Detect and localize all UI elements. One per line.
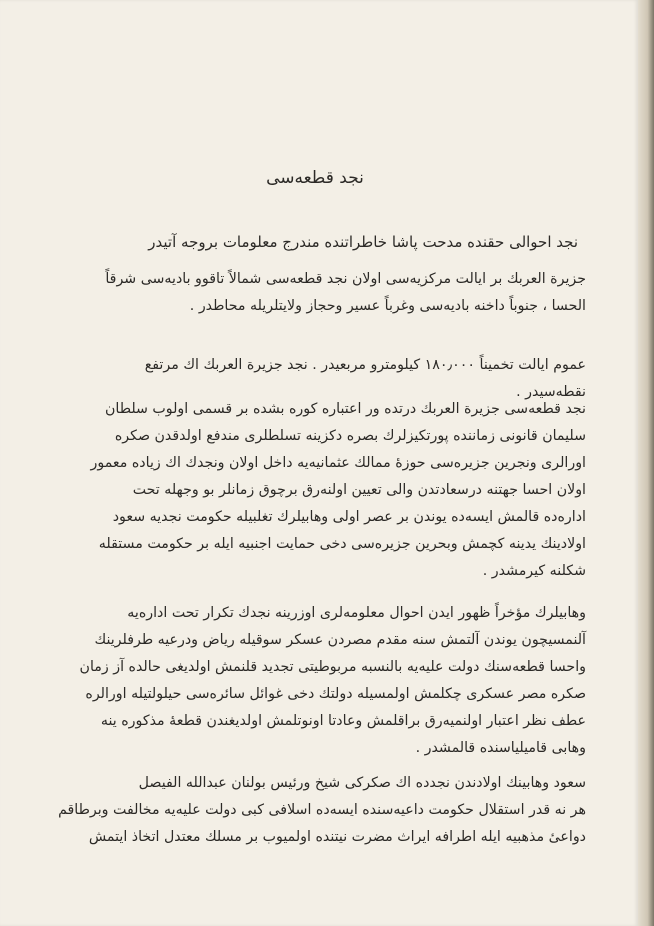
document-subtitle: نجد احوالی حقنده مدحت پاشا خاطراتنده مندرج معلومات بروجه آتیدر: [148, 233, 578, 251]
text-line: جزیرة العربك بر ایالت مرکزیه‌سی اولان نجد قطعه‌سی شمالاً تاقوو بادیه‌سی شرقاً: [105, 271, 586, 287]
text-line: آلنمسیچون یوندن آلتمش سنه مقدم مصردن عسکر سوقیله ریاض ودرعیه طرفلرینك: [94, 632, 586, 648]
text-line: وهابیلرك مؤخراً ظهور ایدن احوال معلومه‌لری اوزرینه نجدك تکرار تحت اداره‌یه: [127, 605, 586, 621]
text-line: نقطه‌سیدر .: [516, 384, 586, 400]
paragraph: [48, 266, 586, 320]
text-line: اداره‌ده قالمش ایسه‌ده یوندن بر عصر اولی وهابیلرك تغلبیله حکومت نجدیه سعود: [112, 509, 586, 525]
text-line: شکلنه کیرمشدر .: [482, 563, 586, 579]
text-line: صکره مصر عسکری چکلمش اولمسیله دولتك دخی غوائل سائره‌سی حیلولتیله اورالره: [85, 686, 586, 702]
paragraph: [48, 770, 586, 851]
text-line: واحسا قطعه‌سنك دولت علیه‌یه بالنسبه مربوطیتی تجدید قلنمش اولدیغی حالده آز زمان: [79, 659, 586, 675]
text-line: نجد قطعه‌سی جزیرة العربك درتده ور اعتباره کوره بشده بر قسمی اولوب سلطان: [104, 401, 586, 417]
paragraph: [48, 600, 586, 762]
text-line: الحسا ، جنوباً داخنه بادیه‌سی وغرباً عسیر وحجاز ولایتلریله محاطدر .: [189, 298, 586, 314]
text-line: عموم ایالت تخمیناً ۱۸۰٫۰۰۰ کیلومترو مربعیدر . نجد جزیرة العربك اك مرتفع: [144, 357, 586, 373]
text-line: اورالری ونجرین جزیره‌سی حوزهٔ ممالك عثمانیه‌یه داخل اولان ونجدك اك زیاده معمور: [90, 455, 586, 471]
text-line: دواعیٔ مذهبیه ایله اطرافه ایراث مضرت نیتنده اولمیوب بر مسلك معتدل اتخاذ ایتمش: [88, 829, 586, 845]
text-line: اولان احسا جهتنه درسعادتدن والی تعیین اولنه‌رق برچوق زمانلر بو وجهله تحت: [132, 482, 586, 498]
paragraph: [48, 396, 586, 585]
page-edge: [638, 0, 654, 926]
text-line: هر نه قدر استقلال حکومت داعیه‌سنده ایسه‌ده اسلافی کبی دولت علیه‌یه مخالفت وبرطاقم: [58, 802, 586, 818]
text-line: وهابی قامیلیاسنده قالمشدر .: [415, 740, 586, 756]
text-line: سعود وهابینك اولادندن نجدده اك صکرکی شیخ ورئیس بولنان عبدالله الفیصل: [138, 775, 586, 791]
text-line: سلیمان قانونی زماننده پورتکیزلرك بصره دکزینه تسلطلری مندفع اولدقدن صکره: [114, 428, 586, 444]
text-line: عطف نظر اعتبار اولنمیه‌رق براقلمش وعادتا اونوتلمش اولدیغندن قطعهٔ مذکوره ینه: [100, 713, 586, 729]
page-title: نجد قطعه‌سی: [266, 168, 364, 188]
text-line: اولادینك یدینه کچمش وبحرین جزیره‌سی دخی حمایت اجنبیه ایله بر حکومت مستقله: [98, 536, 586, 552]
